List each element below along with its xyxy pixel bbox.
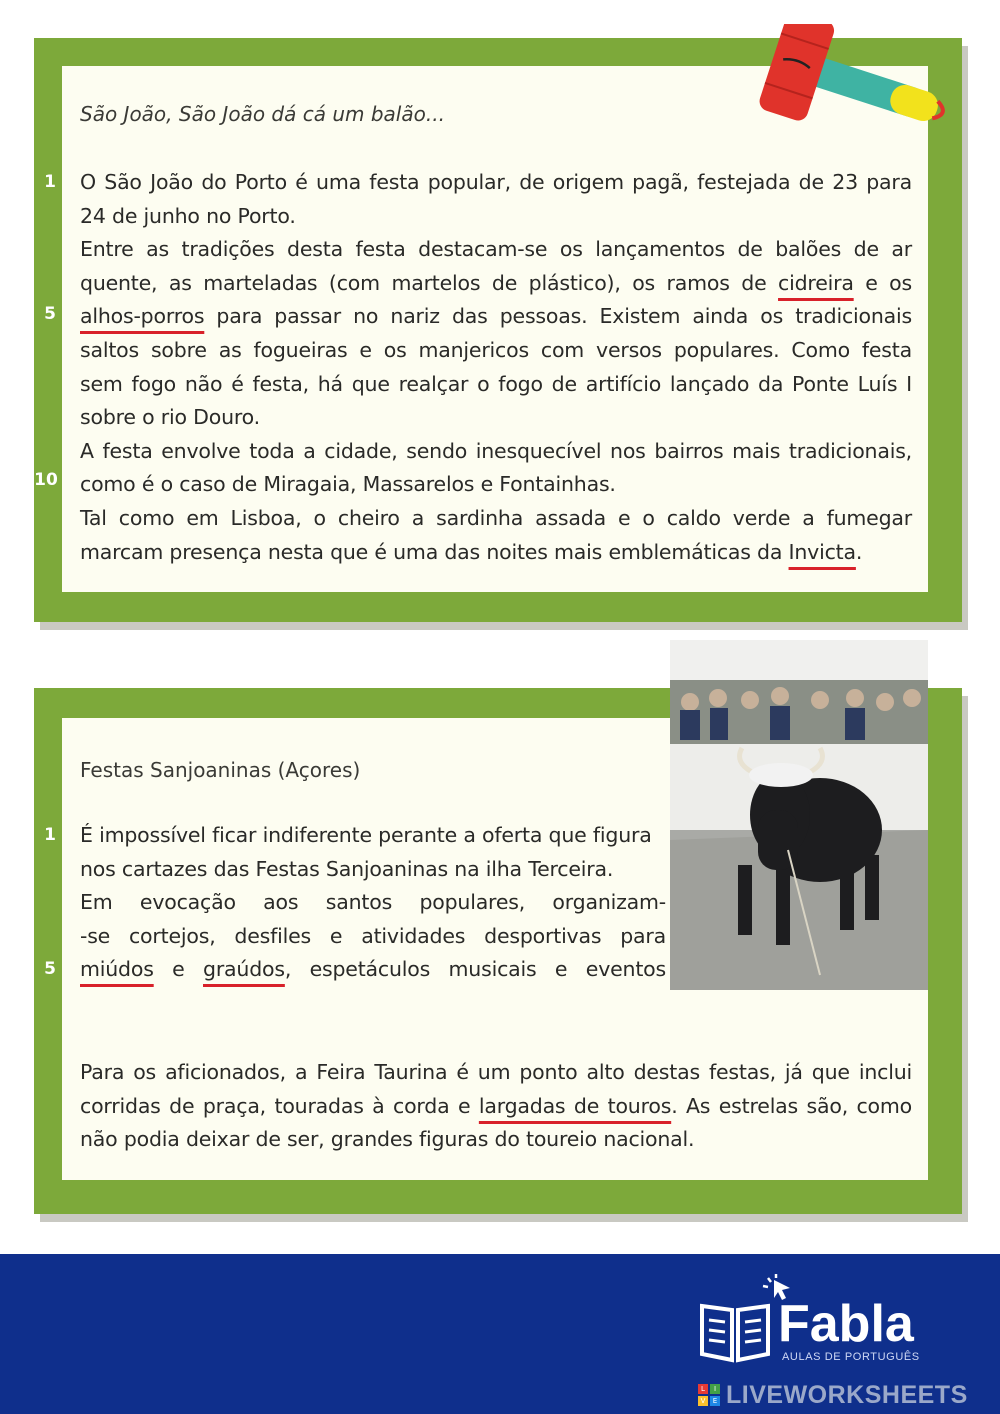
text-line: -se cortejos, desfiles e atividades desportivas para [80,923,666,948]
section2-body-wide [80,1056,912,1157]
text-line: corridas de praça, touradas à corda e largadas de touros. As estrelas são, como [80,1093,913,1118]
text-line: como é o caso de Miragaia, Massarelos e Fontainhas. [80,472,616,497]
section1-body [80,166,912,569]
line-number-1-b: 1 [44,825,56,845]
text-line: sem fogo não é festa, há que realçar o fogo de artifício lançado da Ponte Luís I [80,371,912,396]
underlined-word-miudos: miúdos [80,957,154,982]
text-line: quente, as marteladas (com martelos de plástico), os ramos de cidreira e os [80,270,912,295]
line-number-10: 10 [34,470,58,490]
text-line: nos cartazes das Festas Sanjoaninas na ilha Terceira. [80,856,614,881]
liveworksheets-watermark [698,1380,968,1410]
text-line: Para os aficionados, a Feira Taurina é um ponto alto destas festas, já que inclui [80,1060,912,1084]
underlined-phrase-largadas-de-touros: largadas de touros [478,1093,672,1118]
plastic-hammer-icon [742,24,962,150]
underlined-word-alhos-porros: alhos-porros [80,304,205,329]
line-number-5: 5 [44,304,56,324]
text-line: Entre as tradições desta festa destacam-se os lançamentos de balões de ar [80,237,912,262]
open-book-icon [696,1296,774,1366]
text-line: sobre o rio Douro. [80,405,260,430]
liveworksheets-text: LIVEWORKSHEETS [726,1380,968,1409]
section2-body-column [80,819,666,987]
footer-banner [0,1254,1000,1414]
text-line: O São João do Porto é uma festa popular, de origem pagã, festejada de 23 para [80,170,912,194]
line-number-5-b: 5 [44,959,56,979]
brand-tagline: AULAS DE PORTUGUÊS [782,1351,920,1363]
underlined-word-invicta: Invicta [788,539,856,564]
bull-photo [670,640,928,990]
text-line: Tal como em Lisboa, o cheiro a sardinha assada e o caldo verde a fumegar [80,505,912,530]
section1-title: São João, São João dá cá um balão... [80,102,445,126]
text-line: Em evocação aos santos populares, organizam- [80,890,666,915]
text-line: 24 de junho no Porto. [80,203,296,228]
text-line: não podia deixar de ser, grandes figuras do toureio nacional. [80,1127,695,1152]
liveworksheets-logo-icon: L I V E [698,1384,720,1406]
text-line: alhos-porros para passar no nariz das pessoas. Existem ainda os tradicionais [80,304,912,329]
brand-name: Fabla [778,1295,914,1353]
underlined-word-graudos: graúdos [203,957,285,982]
section2-title: Festas Sanjoaninas (Açores) [80,758,361,782]
text-line: marcam presença nesta que é uma das noites mais emblemáticas da Invicta. [80,539,863,564]
text-line: miúdos e graúdos, espetáculos musicais e eventos [80,957,666,982]
line-number-1: 1 [44,172,56,192]
text-line: É impossível ficar indiferente perante a oferta que figura [80,823,652,847]
underlined-word-cidreira: cidreira [778,270,854,295]
text-line: A festa envolve toda a cidade, sendo inesquecível nos bairros mais tradicionais, [80,438,912,463]
text-line: saltos sobre as fogueiras e os manjericos com versos populares. Como festa [80,337,912,362]
